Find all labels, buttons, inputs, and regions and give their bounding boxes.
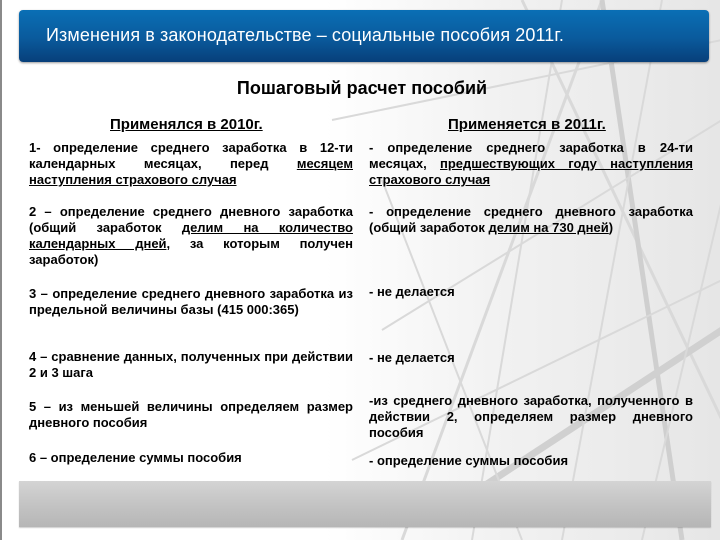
footer-bar (19, 481, 711, 527)
column-header-2010: Применялся в 2010г. (110, 116, 263, 133)
step-2-2011 (369, 204, 693, 236)
step-1-2010 (29, 140, 353, 188)
column-header-2011: Применяется в 2011г. (448, 116, 606, 133)
step-5-2010: 5 – из меньшей величины определяем размер дневного пособия (29, 399, 353, 430)
text: за которым получен заработок) (29, 236, 353, 267)
underlined-text: делим на количество календарных дней, (29, 220, 353, 251)
slide-title: Изменения в законодательстве – социальные пособия 2011г. (46, 25, 564, 45)
underlined-text: предшествующих году наступления страхового случая (369, 156, 693, 187)
step-3-2010: 3 – определение среднего дневного заработка из предельной величины базы (415 000:365) (29, 286, 353, 317)
text: ) (608, 220, 614, 235)
step-6-2010: 6 – определение суммы пособия (29, 450, 242, 465)
step-4-2010: 4 – сравнение данных, полученных при действии 2 и 3 шага (29, 349, 353, 380)
section-subtitle: Пошаговый расчет пособий (236, 78, 488, 98)
step-1-2011 (369, 140, 693, 188)
underlined-text: делим на 730 дней (488, 220, 609, 235)
step-2-2010 (29, 204, 353, 268)
text: 2 – определение среднего дневного заработка (общий заработок (29, 204, 353, 235)
header-bar (19, 10, 709, 62)
text: - определение среднего дневного заработка (общий заработок (369, 204, 693, 235)
step-3-2011: - не делается (369, 284, 455, 299)
underlined-text: месяцем наступления страхового случая (29, 156, 353, 187)
step-5-2011: -из среднего дневного заработка, полученного в действии 2, определяем размер дневного пособия (369, 393, 693, 440)
step-4-2011: - не делается (369, 350, 455, 365)
step-6-2011: - определение суммы пособия (369, 453, 569, 468)
text: 1- определение среднего заработка в 12-ти календарных месяцах, перед (29, 140, 353, 171)
text: - определение среднего заработка в 24-ти месяцах, (369, 140, 693, 171)
